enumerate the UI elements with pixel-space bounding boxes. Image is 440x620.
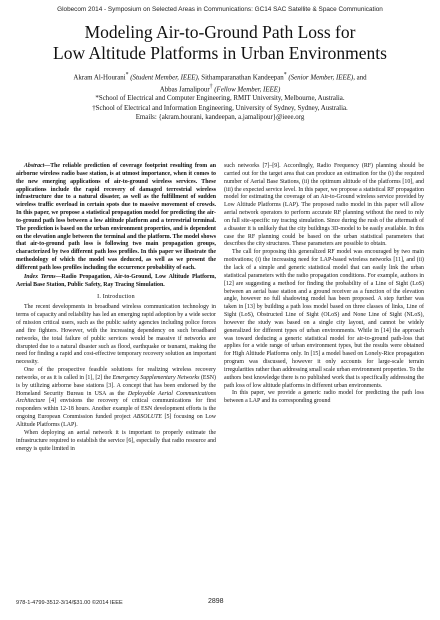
author-role: (Fellow Member, IEEE): [214, 86, 281, 93]
title-line-2: Low Altitude Platforms in Urban Environments: [53, 43, 387, 63]
footer-isbn: 978-1-4799-3512-3/14/$31.00 ©2014 IEEE: [16, 600, 123, 606]
author-mark: *: [125, 72, 129, 78]
text-run: One of the prospective feasible solutions for realizing wireless recovery networks, or as it is called in [1], [2] the: [16, 367, 216, 381]
abstract-text: —The reliable prediction of coverage footprint resulting from an airborne wireless radio base station, is at utmost importance, when it comes to the new emerging applications of air-to-ground wireless services. These applications include the rapid recovery of damaged terrestrial wireless infrastructure due to a natural disaster, as well as the fulfillment of sudden wireless traffic overload in certain spots due to massive movement of crowds. In this paper, we propose a statistical propagation model for predicting the air-to-ground path loss between a low altitude platform and a terrestrial terminal. The prediction is based on the urban environment properties, and is dependent on the elevation angle between the terminal and the platform. The model shows that air-to-ground path loss is following two main propagation groups, characterized by two different path loss profiles. In this paper we illustrate the methodology of which the model was deduced, as well as we present the different path loss profiles including the occurrence probability of each.: [16, 163, 216, 271]
paragraph: The call for proposing this generalized RF model was encouraged by two main motivations; (i) the increasing need for LAP-based wireless networks [11], and (ii) the lack of a simple and generic statistical model that can easily link the urban statistical parameters with the radio propagation conditions. For example, authors in [12] are suggesting a method for finding the probability of a Line of Sight (LoS) between an aerial base station and a ground receiver as a function of the elevation angle, however no full shadowing model has been proposed. A step further was taken in [13] by building a path loss model based on three classes of links, Line of Sight (LoS), Obstructed Line of Sight (OLoS) and None Line of Sight (NLoS), however the study was based on a single city layout, and cannot be widely generalized for different types of urban environments. While in [14] the approach was toward deducing a generic statistical model for air-to-ground path-loss that applies for a wide range of urban environment types, but the results were obtained for High Altitude Platforms only. In [15] a model based on Lonely-Rice propagation program was discussed, however it only accounts for large-scale terrain irregularities rather than addressing small scale urban environment properties. To the authors best knowledge there is no published work that is specifically addressing the path loss of low altitude platforms in different urban environments.: [224, 249, 424, 389]
text-run: [4] envisions the recovery of critical communications for first responders within 12-18 hours. Another example of ESN development efforts is the ongoing European Commission funded project: [16, 398, 216, 421]
author-line-1: [22, 71, 418, 83]
text-run: [5] focusing on Low Altitude Platforms (LAP).: [16, 414, 216, 428]
text-run: ABSOLUTE: [133, 414, 162, 421]
right-column: [224, 163, 424, 406]
author-block: [22, 71, 418, 123]
paper-title: [20, 22, 420, 64]
abstract-label: Abstract: [24, 163, 45, 169]
paragraph: [16, 367, 216, 430]
affiliation-2: †School of Electrical and Information Engineering, University of Sydney, Sydney, Australia.: [92, 104, 348, 112]
index-terms-label: Index Terms: [24, 273, 56, 280]
left-column: [16, 163, 216, 453]
text-run: Emergency Supplementary Networks: [112, 374, 200, 381]
author-name: Abbas Jamalipour: [159, 86, 210, 93]
paragraph: In this paper, we provide a generic radio model for predicting the path loss between a LAP and its corresponding ground: [224, 390, 424, 405]
text-run: (ESN) is by utilizing airborne base stations [3]. A concept that has been endorsed by the Homeland Security Bureau in USA as the: [16, 374, 216, 397]
author-role: (Student Member, IEEE): [130, 74, 198, 82]
author-name: Akram Al-Hourani: [73, 74, 126, 82]
paragraph: The recent developments in broadband wireless communication technology in terms of capacity and reliability has led an emerging rapid adoption by a wide sector of mission critical users, such as the public safety agencies including police forces and fire fighters. However, with the increasing dependency on such broadband networks, the total failure of public services would be massive if networks are disrupted due to a natural disaster such as flood, earthquake or tsunami, making the need for finding a rapid and cost-effective temporary recovery solution an important necessity.: [16, 304, 216, 366]
paragraph: such networks [7]–[9]. Accordingly, Radio Frequency (RF) planning should be carried out for the target area that can produce an estimation for the (i) the required number of Aerial Base Stations, (ii) the optimum altitude of the platforms [10], and (iii) the expected service level. In this paper, we propose a statistical RF propagation model for estimating the coverage of an Air-to-Ground wireless service provided by Low Altitude Platforms (LAP). The proposed radio model in this paper will allow aerial network operators to perform accurate RF planning without the need to rely on full site-specific ray tracing simulation. Since during the rush of the aftermath of a disaster it is unlikely that the city buildings 3D-model to be easily available. In this case the RF planning could be based on the urban statistical parameters that describes the city structures. These parameters are possible to obtain.: [224, 163, 424, 248]
author-mark: †: [209, 83, 213, 90]
title-line-1: Modeling Air-to-Ground Path Loss for: [84, 22, 356, 42]
author-mark: *: [283, 72, 287, 78]
author-emails: Emails: {akram.hourani, kandeepan, a.jamalipour}@ieee.org: [135, 114, 305, 122]
affiliation-1: *School of Electrical and Computer Engineering, RMIT University, Melbourne, Australia.: [95, 95, 345, 103]
paragraph: When deploying an aerial network it is important to properly estimate the infrastructure required to establish the service [6], especially that radio resource and energy is quite limited in: [16, 429, 216, 452]
text-run: Deployable Aerial Communications Architecture: [16, 390, 216, 405]
index-terms: [16, 274, 216, 290]
author-separator: , and: [353, 74, 367, 82]
author-line-2: [22, 83, 418, 95]
author-role: (Senior Member, IEEE): [288, 74, 354, 82]
index-terms-text: —Radio Propagation, Air-to-Ground, Low Altitude Platform, Aerial Base Station, Public Safety, Ray Tracing Simulation.: [16, 273, 216, 288]
author-name: , Sithamparanathan Kandeepan: [197, 74, 284, 82]
page-number: 2898: [208, 598, 224, 605]
abstract: [16, 163, 216, 273]
section-heading: I. Introduction: [97, 293, 135, 300]
conference-header: Globecom 2014 - Symposium on Selected Areas in Communications: GC14 SAC Satellite & Space Communication: [57, 6, 383, 13]
